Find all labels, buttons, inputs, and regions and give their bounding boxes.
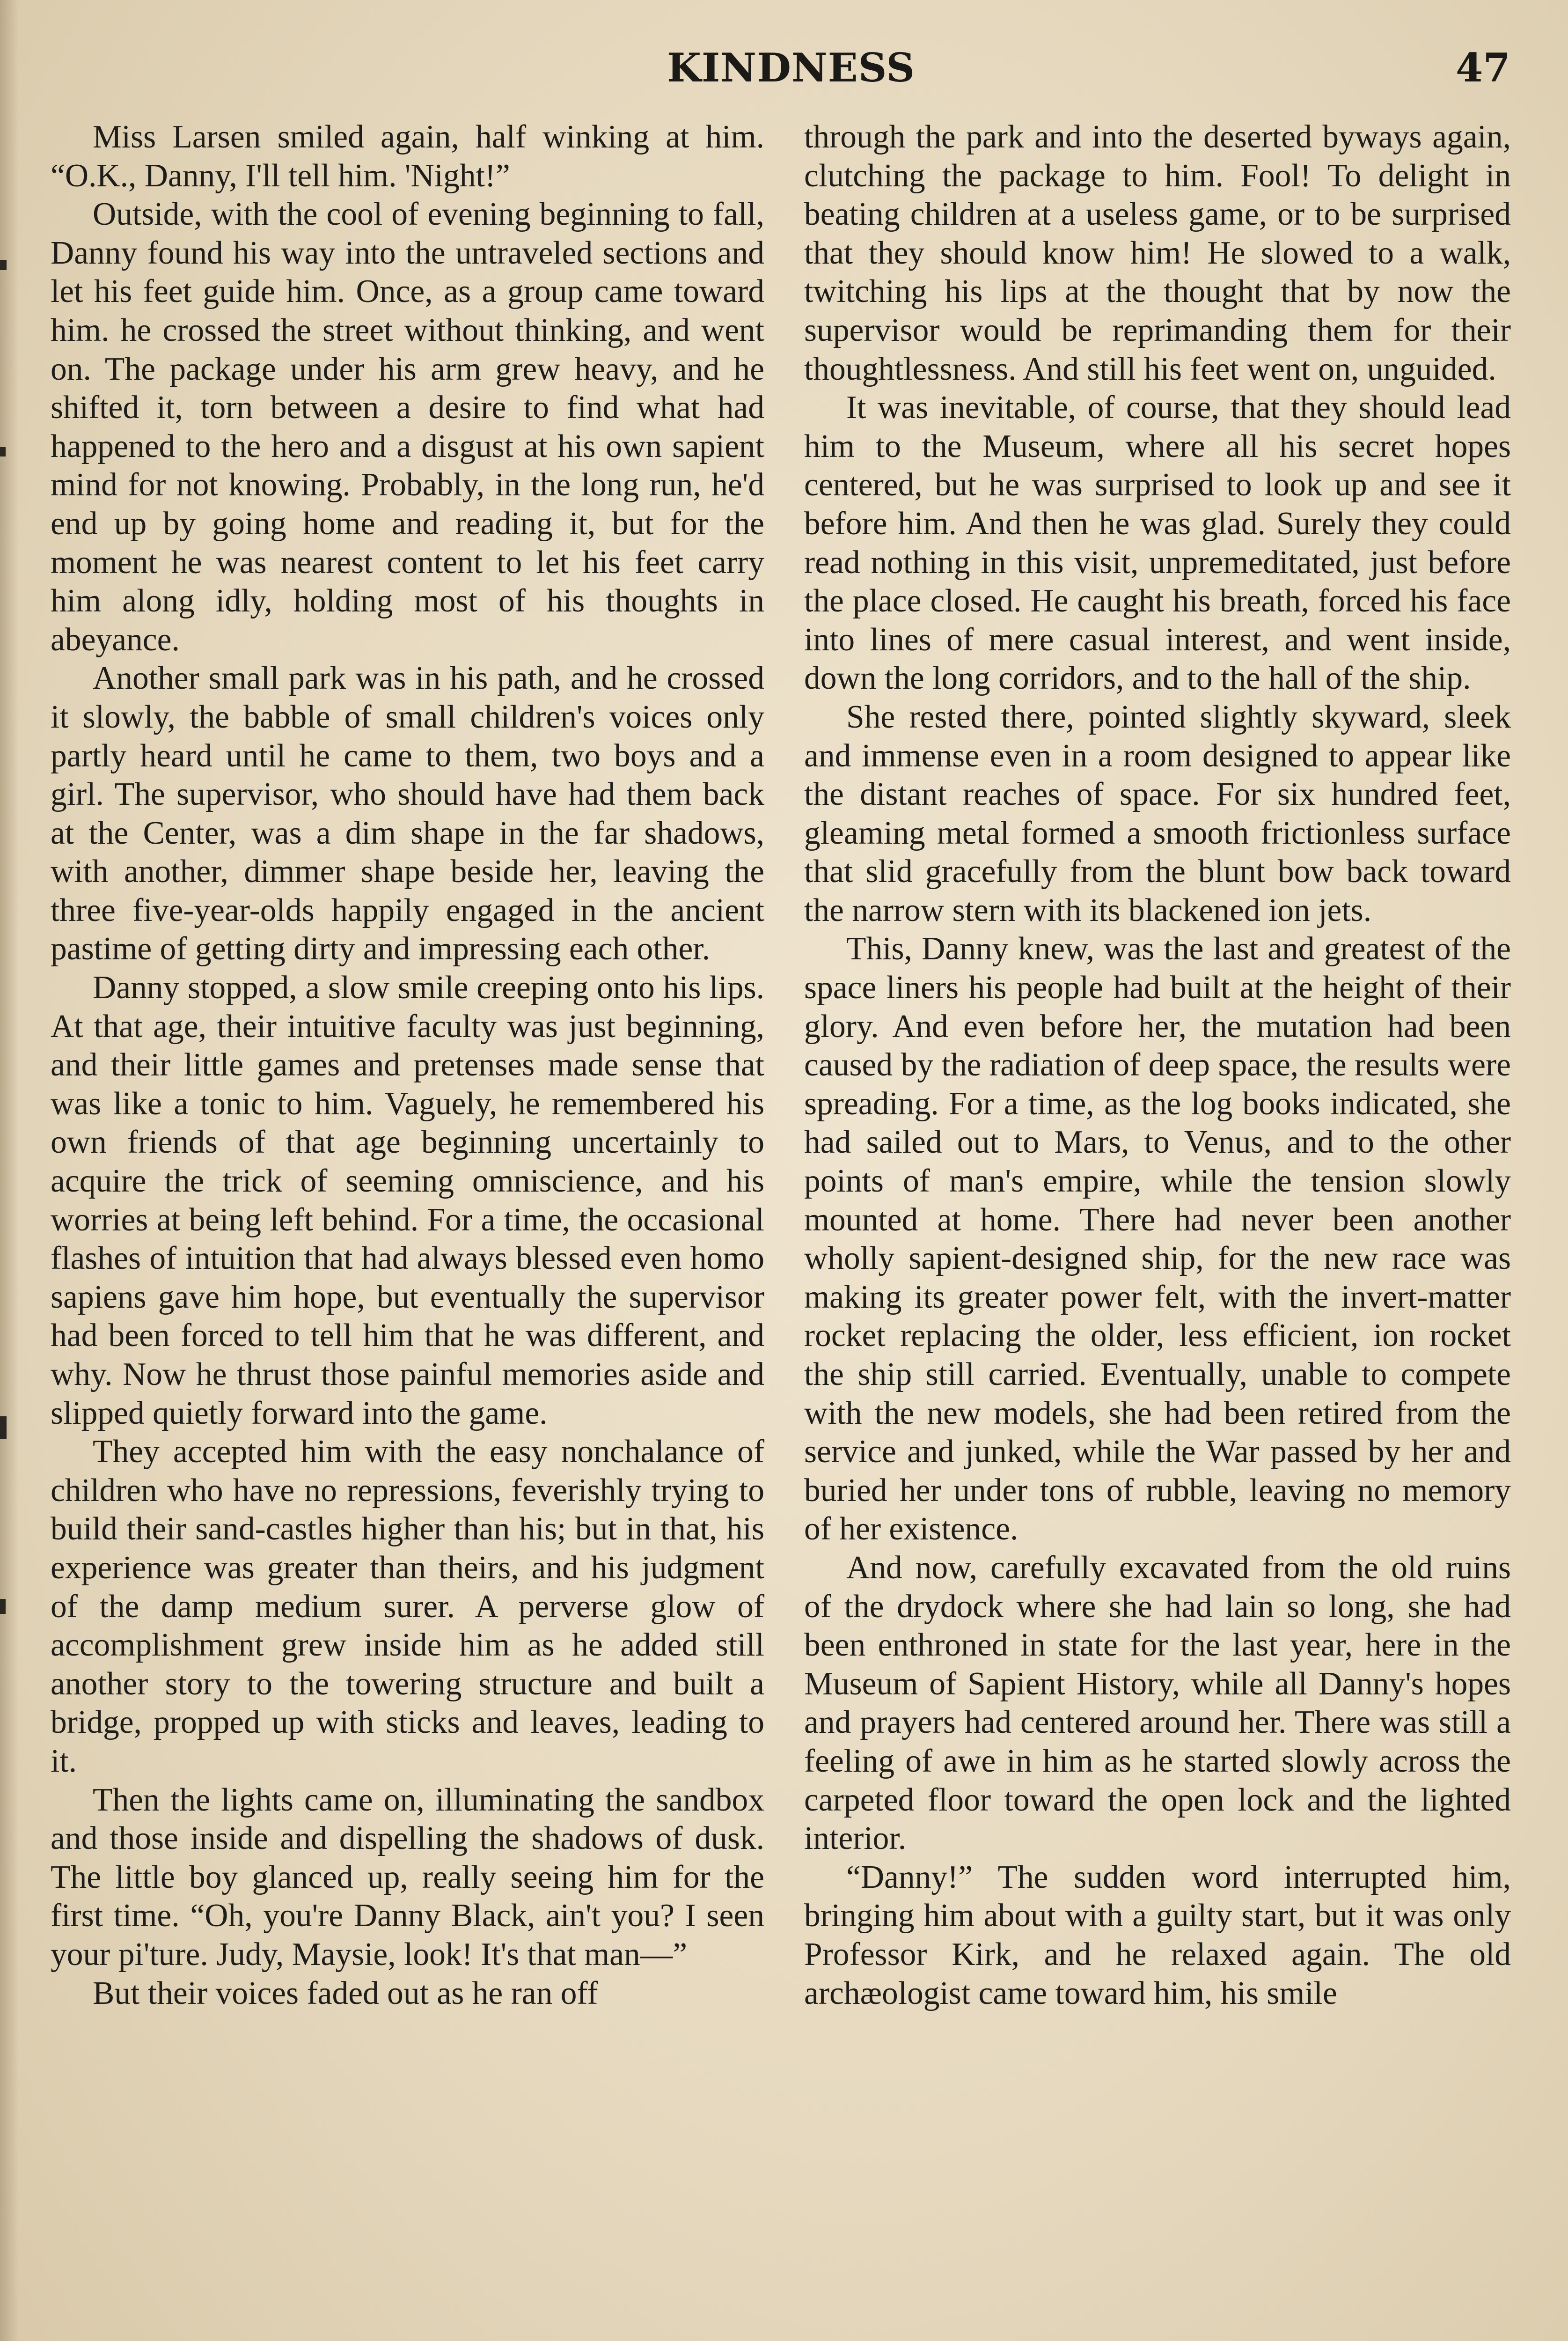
binding-mark (0, 1416, 7, 1439)
paragraph: “Danny!” The sudden word interrupted him, bringing him about with a guilty start, but it was only Professor Kirk, and he relaxed again. The old archæologist came toward him, his smile (804, 1859, 1511, 2011)
binding-mark (0, 1599, 6, 1614)
page-edge-shadow (0, 0, 19, 2341)
right-column (804, 118, 1511, 2013)
binding-mark (0, 447, 6, 456)
paragraph: Miss Larsen smiled again, half winking at him. “O.K., Danny, I'll tell him. 'Night!” (51, 119, 764, 194)
left-column (51, 118, 764, 2013)
binding-mark (0, 260, 7, 270)
paragraph: Danny stopped, a slow smile creeping onto his lips. At that age, their intuitive faculty was just beginning, and their little games and pretenses made sense that was like a tonic to him. Vaguely, he remembered his own friends of that age beginning uncertainly to acquire the trick of seeming omniscience, and his worries at being left behind. For a time, the occasional flashes of intuition that had always blessed even homo sapiens gave him hope, but eventually the supervisor had been forced to tell him that he was different, and why. Now he thrust those painful memories aside and slipped quietly forward into the game. (51, 970, 764, 1431)
paragraph: And now, carefully excavated from the old ruins of the drydock where she had lain so long, she had been enthroned in state for the last year, here in the Museum of Sapient History, while all Danny's hopes and prayers had centered around her. There was still a feeling of awe in him as he started slowly across the carpeted floor toward the open lock and the lighted interior. (804, 1549, 1511, 1857)
paragraph-continuation: through the park and into the deserted byways again, clutching the package to him. Fool! To delight in beating children at a useless game, or to be surprised that they should know him! He slowed to a walk, twitching his lips at the thought that by now the supervisor would be reprimanding them for their thoughtlessness. And still his feet went on, unguided. (804, 119, 1511, 387)
paragraph: It was inevitable, of course, that they should lead him to the Museum, where all his secret hopes centered, but he was surprised to look up and see it before him. And then he was glad. Surely they could read nothing in this visit, unpremeditated, just before the place closed. He caught his breath, forced his face into lines of mere casual interest, and went inside, down the long corridors, and to the hall of the ship. (804, 390, 1511, 697)
paragraph: Then the lights came on, illuminating the sandbox and those inside and dispelling the shadows of dusk. The little boy glanced up, really seeing him for the first time. “Oh, you're Danny Black, ain't you? I seen your pi'ture. Judy, Maysie, look! It's that man—” (51, 1782, 764, 1973)
paragraph: She rested there, pointed slightly skyward, sleek and immense even in a room designed to appear like the distant reaches of space. For six hundred feet, gleaming metal formed a smooth frictionless surface that slid gracefully from the blunt bow back toward the narrow stern with its blackened ion jets. (804, 699, 1511, 928)
paragraph: But their voices faded out as he ran off (93, 1975, 598, 2011)
page-header (0, 44, 1568, 101)
paragraph: This, Danny knew, was the last and greatest of the space liners his people had built at the height of their glory. And even before her, the mutation had been caused by the radiation of deep space, the results were spreading. For a time, as the log books indicated, she had sailed out to Mars, to Venus, and to the other points of man's empire, while the tension slowly mounted at home. There had never been another wholly sapient-designed ship, for the new race was making its greater power felt, with the invert-matter rocket replacing the older, less efficient, ion rocket the ship still carried. Eventually, unable to compete with the new models, she had been retired from the service and junked, while the War passed by her and buried her under tons of rubble, leaving no memory of her existence. (804, 931, 1511, 1547)
paragraph: Outside, with the cool of evening beginning to fall, Danny found his way into the untraveled sections and let his feet guide him. Once, as a group came toward him. he crossed the street without thinking, and went on. The package under his arm grew heavy, and he shifted it, torn between a desire to find what had happened to the hero and a disgust at his own sapient mind for not knowing. Probably, in the long run, he'd end up by going home and reading it, but for the moment he was nearest content to let his feet carry him along idly, holding most of his thoughts in abeyance. (51, 196, 764, 658)
page-number: 47 (1456, 44, 1510, 91)
paragraph: Another small park was in his path, and he crossed it slowly, the babble of small children's voices only partly heard until he came to them, two boys and a girl. The supervisor, who should have had them back at the Center, was a dim shape in the far shadows, with another, dimmer shape beside her, leaving the three five-year-olds happily engaged in the ancient pastime of getting dirty and impressing each other. (51, 660, 764, 967)
running-title: KINDNESS (667, 44, 916, 91)
paragraph: They accepted him with the easy nonchalance of children who have no repressions, feverishly trying to build their sand-castles higher than his; but in that, his experience was greater than theirs, and his judgment of the damp medium surer. A perverse glow of accomplishment grew inside him as he added still another story to the towering structure and built a bridge, propped up with sticks and leaves, leading to it. (51, 1434, 764, 1779)
